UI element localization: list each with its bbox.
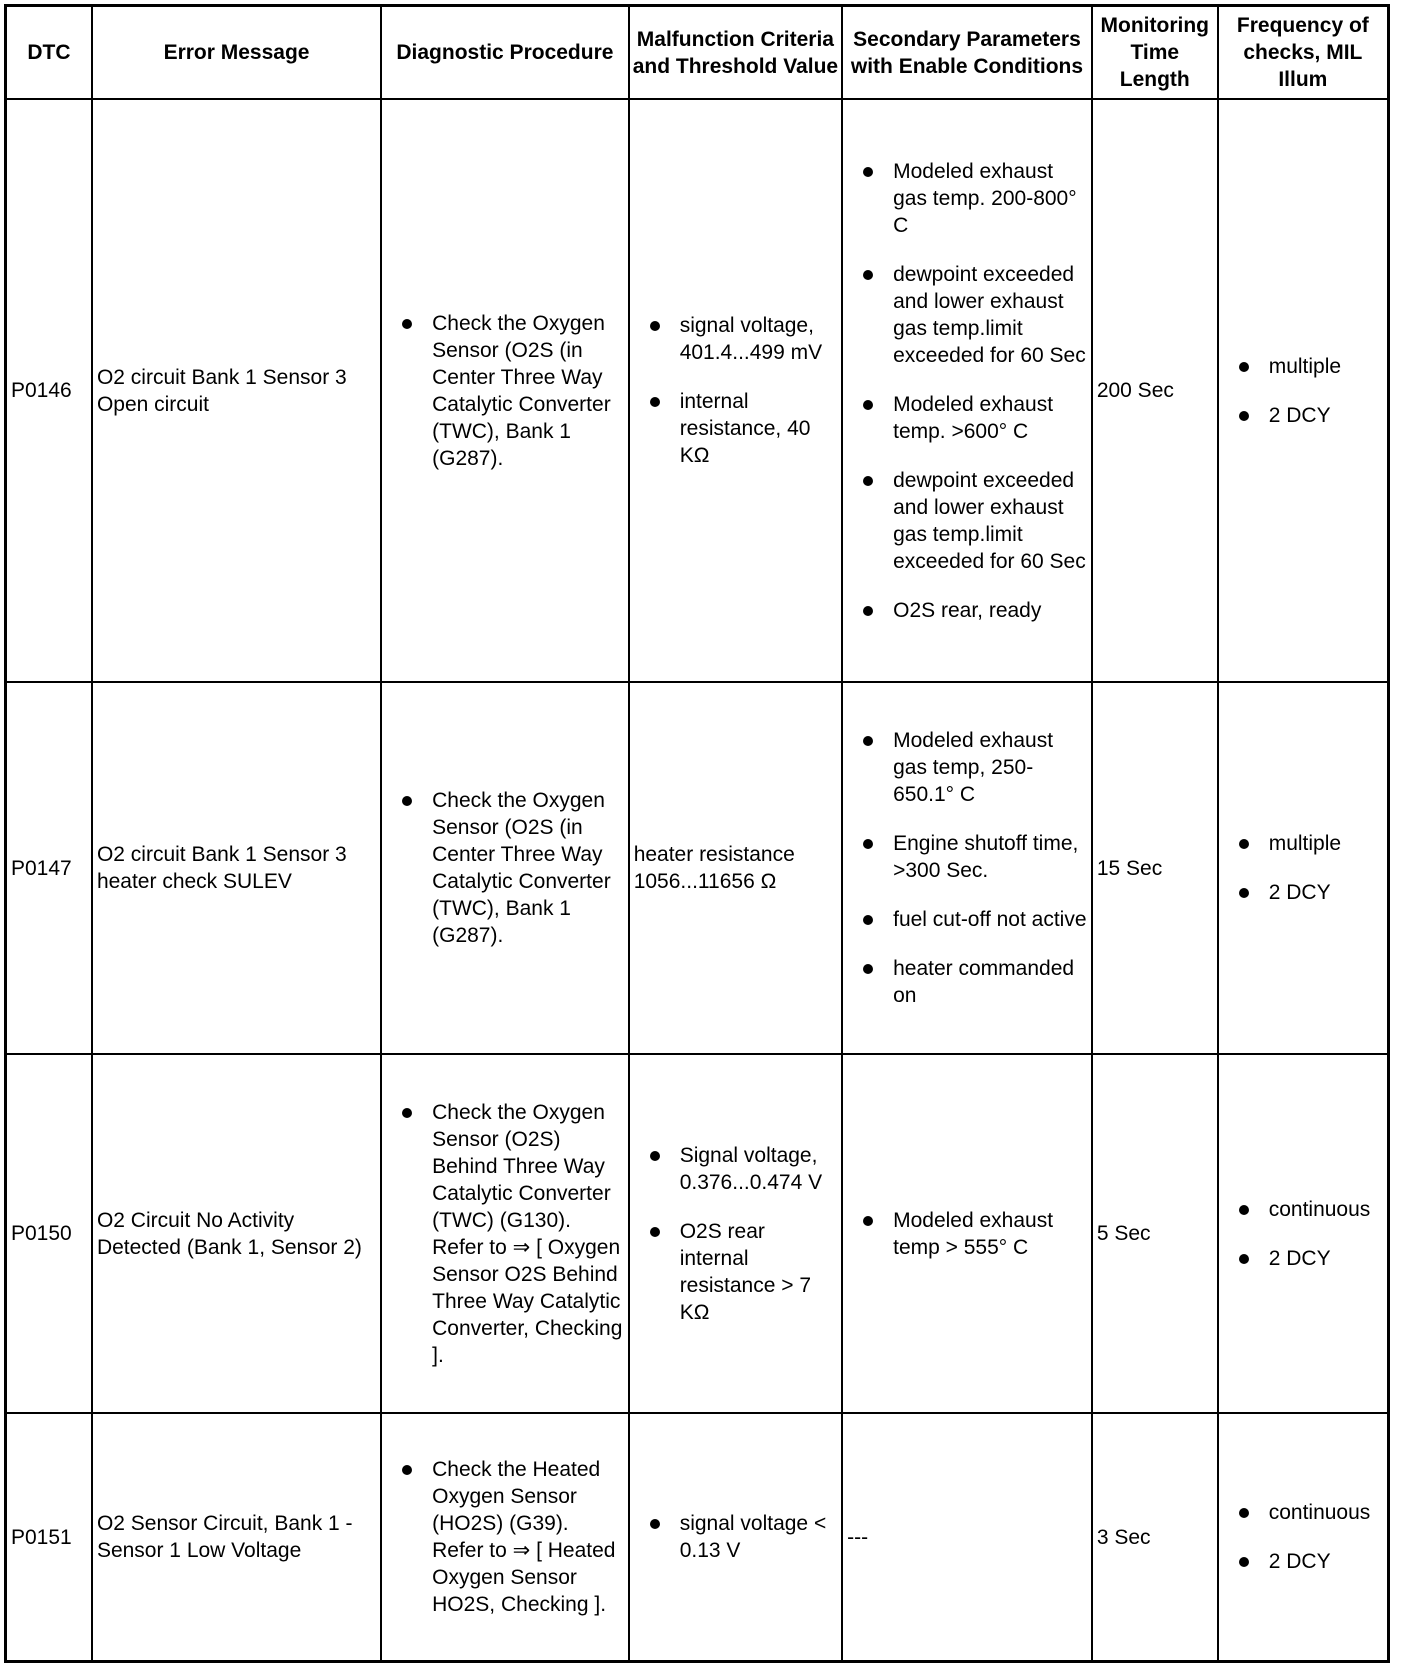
list-item: 2 DCY	[1223, 402, 1383, 429]
error-message: O2 circuit Bank 1 Sensor 3 Open circuit	[92, 99, 381, 682]
monitoring-time: 5 Sec	[1092, 1054, 1218, 1413]
error-message: O2 circuit Bank 1 Sensor 3 heater check SULEV	[92, 682, 381, 1054]
list-item: Engine shutoff time, >300 Sec.	[847, 830, 1087, 884]
header-diagnostic-procedure: Diagnostic Procedure	[381, 6, 629, 100]
header-malfunction-criteria: Malfunction Criteria and Threshold Value	[629, 6, 842, 100]
diagnostic-procedure	[381, 1054, 629, 1413]
header-error-message: Error Message	[92, 6, 381, 100]
list-item: continuous	[1223, 1196, 1383, 1223]
table-row	[6, 1413, 1389, 1662]
table-row	[6, 99, 1389, 682]
dtc-code: P0147	[6, 682, 92, 1054]
header-secondary-parameters: Secondary Parameters with Enable Conditions	[842, 6, 1092, 100]
list-item: 2 DCY	[1223, 1245, 1383, 1272]
header-row	[6, 6, 1389, 100]
list-item: Check the Oxygen Sensor (O2S (in Center Three Way Catalytic Converter (TWC), Bank 1 (G287).	[386, 787, 624, 949]
header-dtc: DTC	[6, 6, 92, 100]
monitoring-time: 200 Sec	[1092, 99, 1218, 682]
frequency	[1218, 1413, 1389, 1662]
list-item: Check the Heated Oxygen Sensor (HO2S) (G39). Refer to ⇒ [ Heated Oxygen Sensor HO2S, Checking ].	[386, 1456, 624, 1618]
malfunction-criteria	[629, 1413, 842, 1662]
list-item: O2S rear, ready	[847, 597, 1087, 624]
secondary-parameters	[842, 99, 1092, 682]
secondary-parameters	[842, 682, 1092, 1054]
monitoring-time: 3 Sec	[1092, 1413, 1218, 1662]
monitoring-time: 15 Sec	[1092, 682, 1218, 1054]
secondary-parameters: ---	[842, 1413, 1092, 1662]
error-message: O2 Sensor Circuit, Bank 1 - Sensor 1 Low Voltage	[92, 1413, 381, 1662]
dtc-table	[4, 4, 1390, 1663]
malfunction-criteria	[629, 1054, 842, 1413]
frequency	[1218, 99, 1389, 682]
table-row	[6, 682, 1389, 1054]
list-item: heater commanded on	[847, 955, 1087, 1009]
diagnostic-procedure	[381, 682, 629, 1054]
list-item: internal resistance, 40 KΩ	[634, 388, 837, 469]
error-message: O2 Circuit No Activity Detected (Bank 1, Sensor 2)	[92, 1054, 381, 1413]
table-row	[6, 1054, 1389, 1413]
malfunction-criteria	[629, 99, 842, 682]
list-item: Signal voltage, 0.376...0.474 V	[634, 1142, 837, 1196]
list-item: multiple	[1223, 830, 1383, 857]
secondary-parameters	[842, 1054, 1092, 1413]
list-item: dewpoint exceeded and lower exhaust gas temp.limit exceeded for 60 Sec	[847, 467, 1087, 575]
malfunction-criteria: heater resistance 1056...11656 Ω	[629, 682, 842, 1054]
diagnostic-procedure	[381, 1413, 629, 1662]
diagnostic-procedure	[381, 99, 629, 682]
list-item: fuel cut-off not active	[847, 906, 1087, 933]
list-item: signal voltage < 0.13 V	[634, 1510, 837, 1564]
dtc-code: P0151	[6, 1413, 92, 1662]
list-item: multiple	[1223, 353, 1383, 380]
dtc-code: P0146	[6, 99, 92, 682]
list-item: signal voltage, 401.4...499 mV	[634, 312, 837, 366]
list-item: 2 DCY	[1223, 1548, 1383, 1575]
list-item: Modeled exhaust gas temp. 200-800° C	[847, 158, 1087, 239]
list-item: Check the Oxygen Sensor (O2S (in Center Three Way Catalytic Converter (TWC), Bank 1 (G287).	[386, 310, 624, 472]
dtc-code: P0150	[6, 1054, 92, 1413]
dtc-table-wrapper	[4, 4, 1390, 1663]
list-item: O2S rear internal resistance > 7 KΩ	[634, 1218, 837, 1326]
header-frequency: Frequency of checks, MIL Illum	[1218, 6, 1389, 100]
list-item: Modeled exhaust temp > 555° C	[847, 1207, 1087, 1261]
list-item: Modeled exhaust gas temp, 250-650.1° C	[847, 727, 1087, 808]
list-item: 2 DCY	[1223, 879, 1383, 906]
list-item: Modeled exhaust temp. >600° C	[847, 391, 1087, 445]
list-item: continuous	[1223, 1499, 1383, 1526]
list-item: Check the Oxygen Sensor (O2S) Behind Three Way Catalytic Converter (TWC) (G130). Refer to ⇒ [ Oxygen Sensor O2S Behind Three Way Catalytic Converter, Checking ].	[386, 1099, 624, 1369]
frequency	[1218, 682, 1389, 1054]
frequency	[1218, 1054, 1389, 1413]
list-item: dewpoint exceeded and lower exhaust gas temp.limit exceeded for 60 Sec	[847, 261, 1087, 369]
header-monitoring-time: Monitoring Time Length	[1092, 6, 1218, 100]
